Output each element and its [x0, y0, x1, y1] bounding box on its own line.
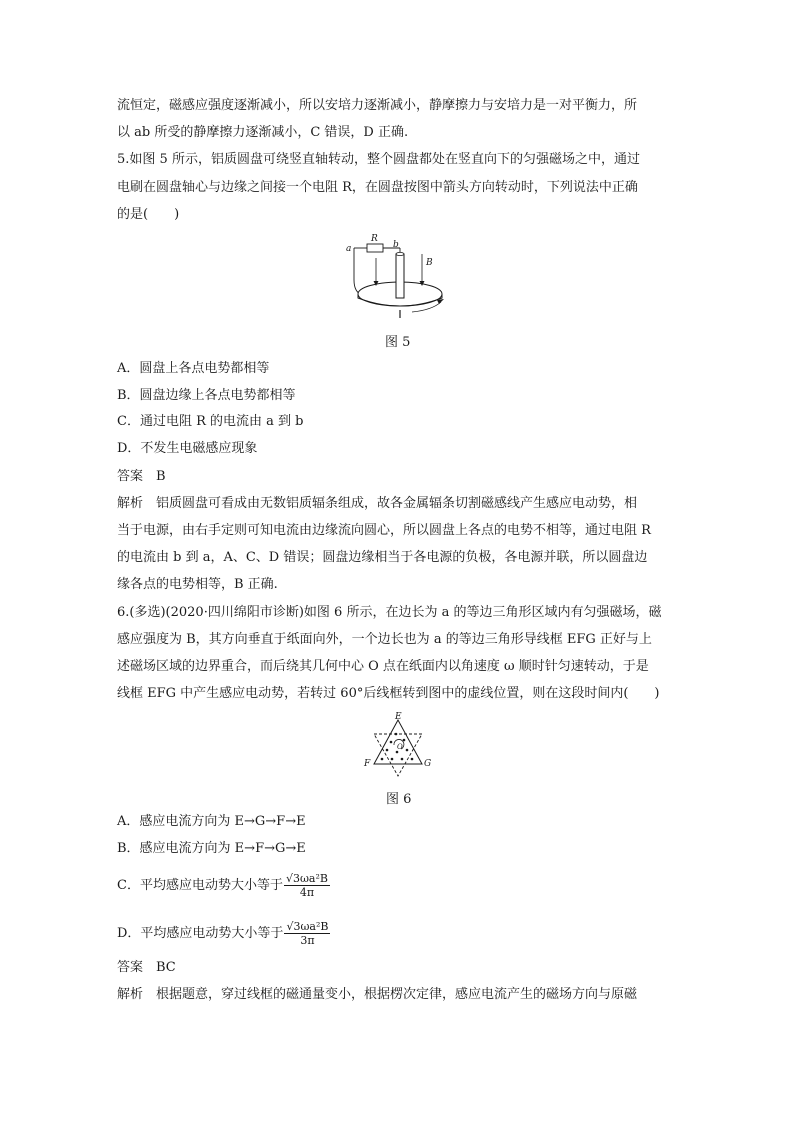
- label-a: a: [346, 244, 352, 254]
- analysis-5: 的电流由 b 到 a，A、C、D 错误；圆盘边缘相当于各电源的负极，各电源并联，所以圆盘边: [117, 550, 648, 565]
- question-5-text: 的是( ): [117, 207, 180, 222]
- answer-5: 答案 B: [117, 469, 166, 484]
- question-5-text: 电刷在圆盘轴心与边缘之间接一个电阻 R，在圆盘按图中箭头方向转动时，下列说法中正确: [117, 180, 638, 195]
- fraction-denominator: 4π: [299, 886, 315, 899]
- fraction-numerator: √3ωa²B: [285, 872, 328, 885]
- text-line: 以 ab 所受的静摩擦力逐渐减小，C 错误，D 正确.: [117, 125, 409, 140]
- fraction-numerator: √3ωa²B: [286, 920, 329, 933]
- question-6-text: 6.(多选)(2020·四川绵阳市诊断)如图 6 所示，在边长为 a 的等边三角形区域内有匀强磁场，磁: [117, 605, 662, 620]
- option-c: [117, 872, 330, 899]
- label-F: F: [364, 759, 371, 769]
- analysis-5: 缘各点的电势相等，B 正确.: [117, 577, 278, 592]
- label-b: b: [393, 240, 399, 250]
- analysis-5: 解析 铝质圆盘可看成由无数铝质辐条组成，故各金属辐条切割磁感线产生感应电动势，相: [117, 496, 638, 511]
- question-5-text: 5.如图 5 所示，铝质圆盘可绕竖直轴转动，整个圆盘都处在竖直向下的匀强磁场之中，通过: [117, 152, 640, 167]
- option-a: A．圆盘上各点电势都相等: [117, 361, 270, 376]
- label-O: O: [397, 743, 403, 751]
- option-d: D．不发生电磁感应现象: [117, 441, 258, 456]
- question-6-text: 感应强度为 B，其方向垂直于纸面向外，一个边长也为 a 的等边三角形导线框 EFG 正好与上: [117, 632, 652, 647]
- question-6-text: 线框 EFG 中产生感应电动势，若转过 60°后线框转到图中的虚线位置，则在这段时间内( ): [117, 686, 660, 701]
- analysis-6: 解析 根据题意，穿过线框的磁通量变小，根据楞次定律，感应电流产生的磁场方向与原磁: [117, 987, 638, 1002]
- option-c: C．通过电阻 R 的电流由 a 到 b: [117, 414, 304, 429]
- option-a: A．感应电流方向为 E→G→F→E: [117, 814, 306, 829]
- fraction: [284, 872, 330, 899]
- figure-6-caption: 图 6: [386, 792, 412, 807]
- option-d: [117, 920, 330, 947]
- option-d-label: D．平均感应电动势大小等于: [117, 926, 284, 941]
- fraction: [284, 920, 330, 947]
- label-B: B: [426, 258, 433, 268]
- label-E: E: [395, 712, 402, 722]
- option-b: B．感应电流方向为 E→F→G→E: [117, 841, 306, 856]
- fraction-denominator: 3π: [300, 934, 315, 947]
- text-line: 流恒定，磁感应强度逐渐减小，所以安培力逐渐减小，静摩擦力与安培力是一对平衡力，所: [117, 98, 638, 113]
- figure-5-disk-diagram: [340, 232, 460, 324]
- figure-6-triangle-diagram: [360, 712, 436, 778]
- option-c-label: C．平均感应电动势大小等于: [117, 878, 283, 893]
- label-R: R: [371, 234, 378, 244]
- axle: [396, 254, 404, 298]
- option-b: B．圆盘边缘上各点电势都相等: [117, 388, 296, 403]
- resistor: [367, 244, 383, 252]
- figure-5-caption: 图 5: [385, 335, 411, 350]
- analysis-5: 当于电源，由右手定则可知电流由边缘流向圆心，所以圆盘上各点的电势不相等，通过电阻 R: [117, 523, 651, 538]
- question-6-text: 述磁场区域的边界重合，而后绕其几何中心 O 点在纸面内以角速度 ω 顺时针匀速转动，于是: [117, 659, 649, 674]
- label-G: G: [424, 759, 432, 769]
- answer-6: 答案 BC: [117, 960, 176, 975]
